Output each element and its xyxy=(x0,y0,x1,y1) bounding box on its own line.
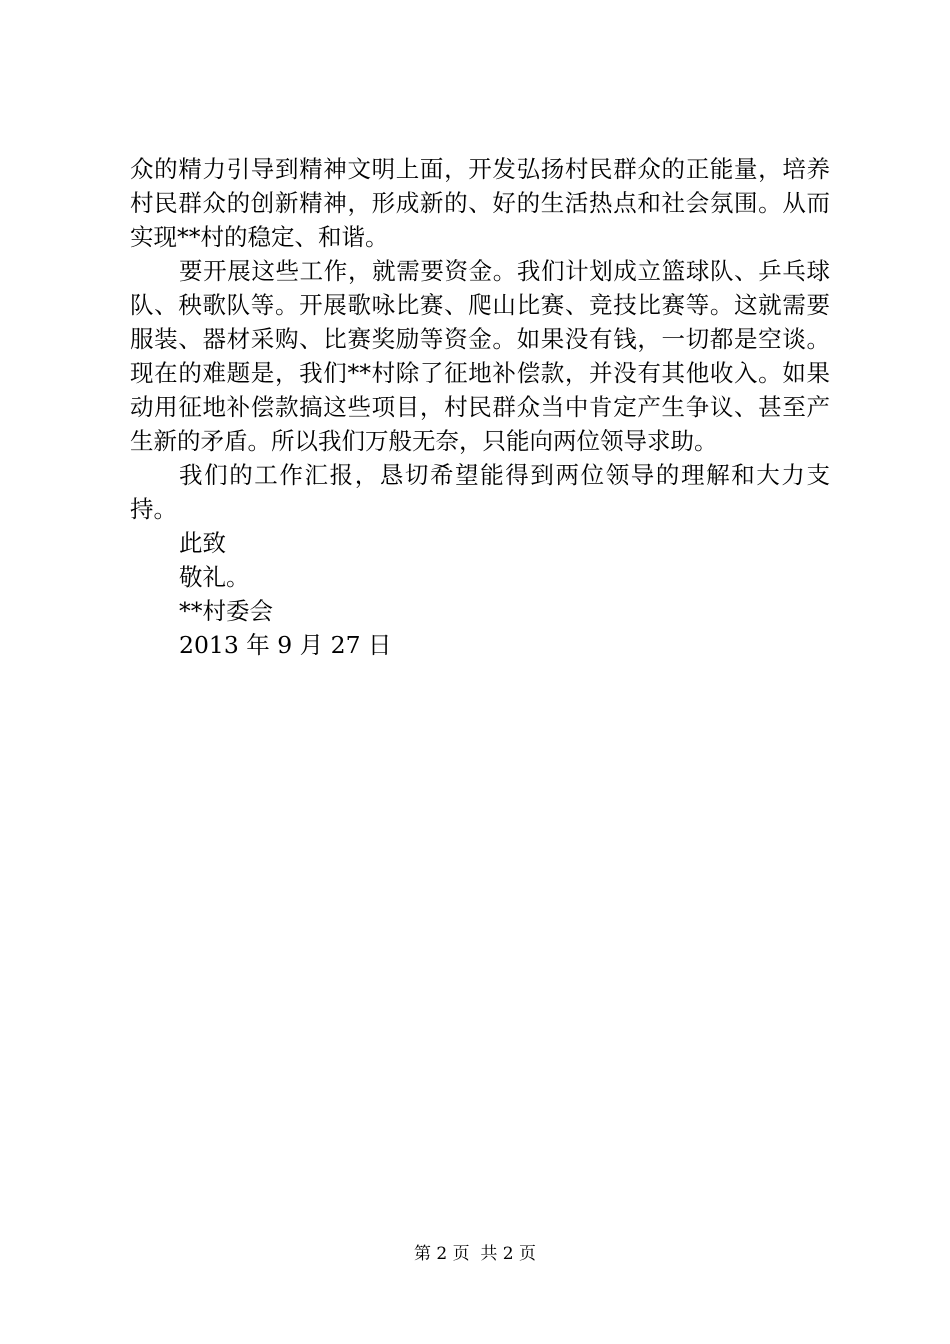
paragraph-request: 我们的工作汇报，恳切希望能得到两位领导的理解和大力支持。 xyxy=(130,461,830,523)
page-footer xyxy=(0,1244,950,1264)
page-indicator: 第 2 页 共 2 页 xyxy=(413,1244,537,1264)
paragraph-continuation: 众的精力引导到精神文明上面，开发弘扬村民群众的正能量，培养村民群众的创新精神，形成新的、好的生活热点和社会氛围。从而实现**村的稳定、和谐。 xyxy=(130,155,830,251)
letter-date: 2013 年 9 月 27 日 xyxy=(179,631,392,659)
salutation-ci-zhi: 此致 xyxy=(179,529,226,557)
salutation-jing-li: 敬礼。 xyxy=(179,563,250,591)
document-body xyxy=(130,152,830,662)
paragraph-funding: 要开展这些工作，就需要资金。我们计划成立篮球队、乒乓球队、秧歌队等。开展歌咏比赛、爬山比赛、竞技比赛等。这就需要服装、器材采购、比赛奖励等资金。如果没有钱，一切都是空谈。现在的难题是，我们**村除了征地补偿款，并没有其他收入。如果动用征地补偿款搞这些项目，村民群众当中肯定产生争议、甚至产生新的矛盾。所以我们万般无奈，只能向两位领导求助。 xyxy=(130,257,830,455)
signature: **村委会 xyxy=(179,597,273,625)
